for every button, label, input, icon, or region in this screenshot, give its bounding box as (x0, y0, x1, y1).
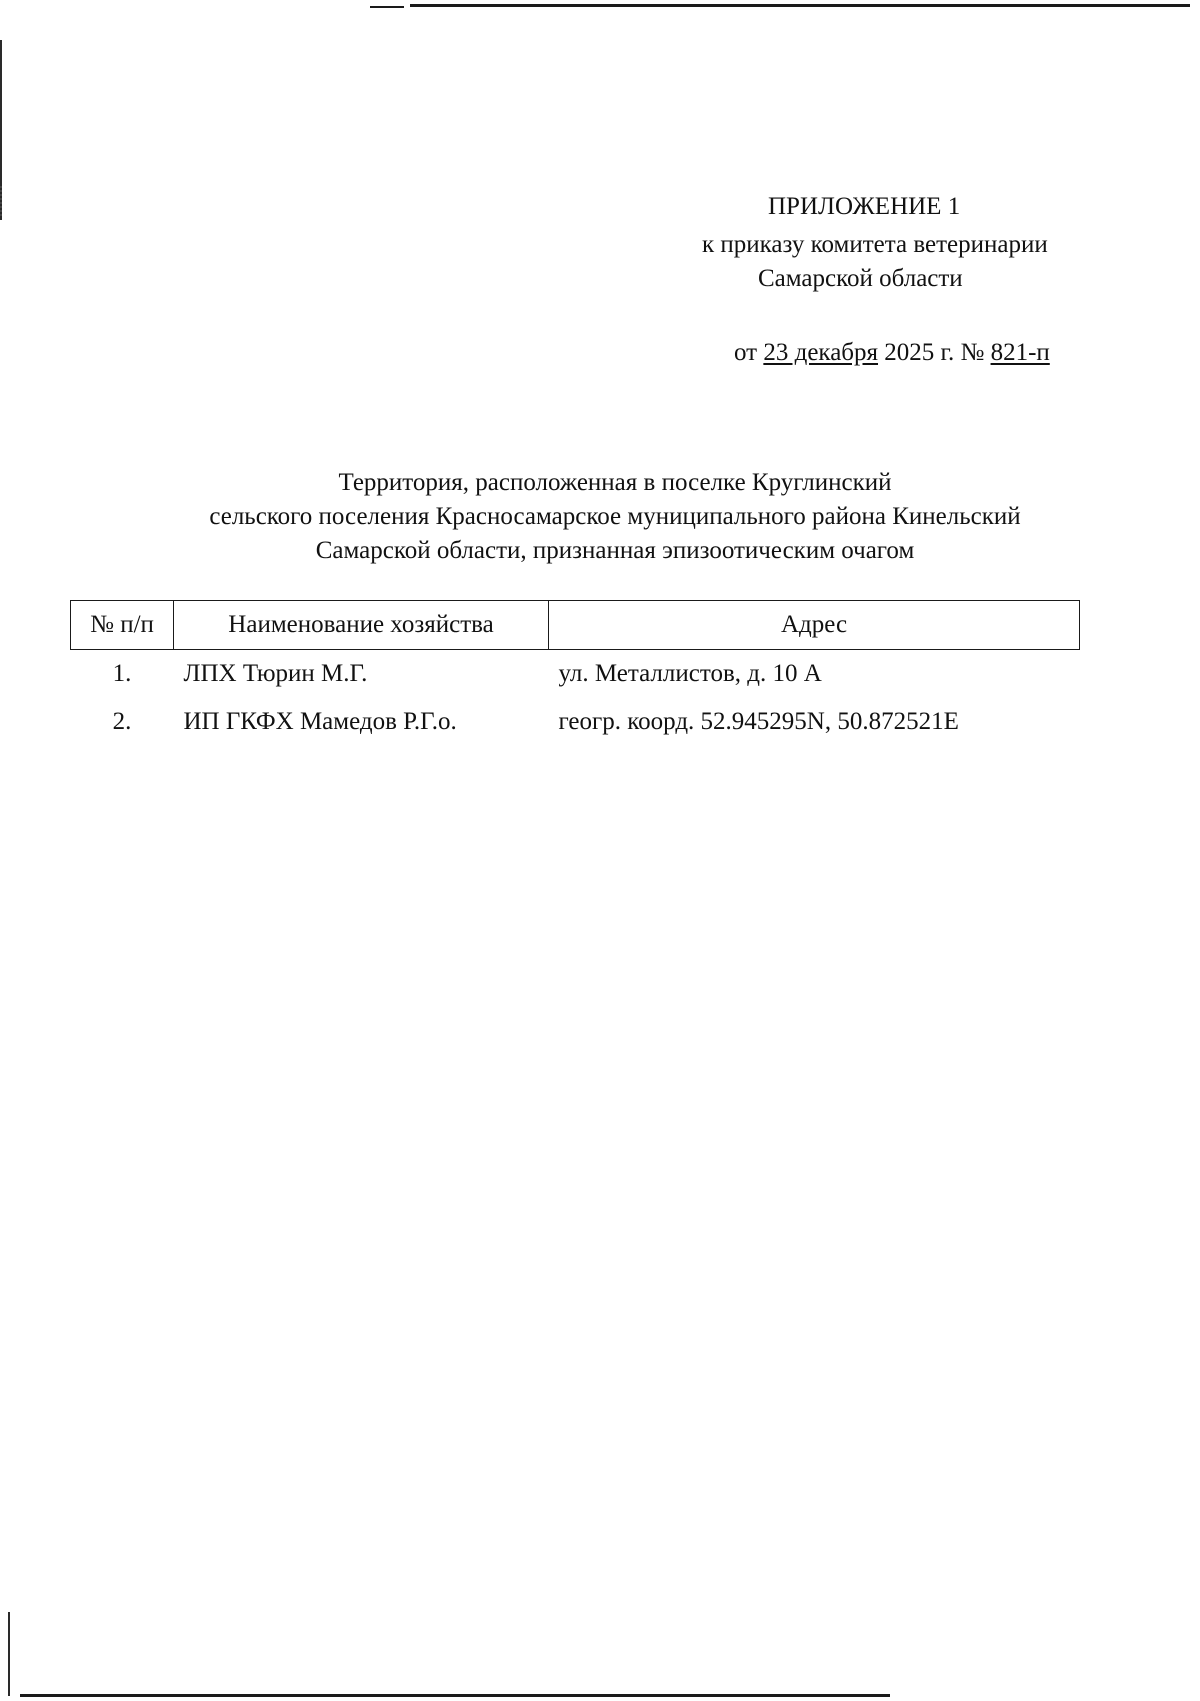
appendix-order-reference: к приказу комитета ветеринарии (702, 231, 1048, 258)
appendix-region: Самарской области (758, 265, 963, 292)
row-address: ул. Металлистов, д. 10 А (558, 660, 822, 687)
document-title-line: Самарской области, признанная эпизоотическим очагом (315, 537, 915, 564)
appendix-title: ПРИЛОЖЕНИЕ 1 (768, 193, 961, 220)
header-number: № п/п (71, 601, 174, 650)
table-row (71, 698, 1080, 746)
row-name: ЛПХ Тюрин М.Г. (183, 660, 368, 687)
table-header-row (71, 601, 1080, 650)
households-table (70, 600, 1080, 746)
scan-artifact-top-line (410, 4, 1190, 7)
scan-artifact-bottom-line (20, 1694, 890, 1697)
document-title-line: сельского поселения Красносамарское муниципального района Кинельский (209, 503, 1021, 530)
header-name: Наименование хозяйства (174, 601, 549, 650)
scan-artifact-top-dash (370, 6, 404, 8)
row-name: ИП ГКФХ Мамедов Р.Г.о. (183, 708, 457, 735)
row-number: 1. (112, 660, 132, 687)
row-number: 2. (112, 708, 132, 735)
header-address: Адрес (549, 601, 1080, 650)
row-address: геогр. коорд. 52.945295N, 50.872521E (558, 708, 959, 735)
scan-artifact-left-dots (0, 186, 4, 216)
document-title (130, 466, 1100, 568)
date-prefix: от (734, 339, 758, 366)
document-title-line: Территория, расположенная в поселке Круглинский (338, 469, 892, 496)
households-table-container (70, 600, 1080, 746)
table-row (71, 650, 1080, 699)
date-year: 2025 г. № (884, 339, 985, 366)
scan-artifact-bottom-left (8, 1612, 10, 1696)
order-number: 821-п (990, 339, 1050, 366)
date-value: 23 декабря (763, 339, 879, 366)
appendix-date-line (734, 336, 1050, 370)
